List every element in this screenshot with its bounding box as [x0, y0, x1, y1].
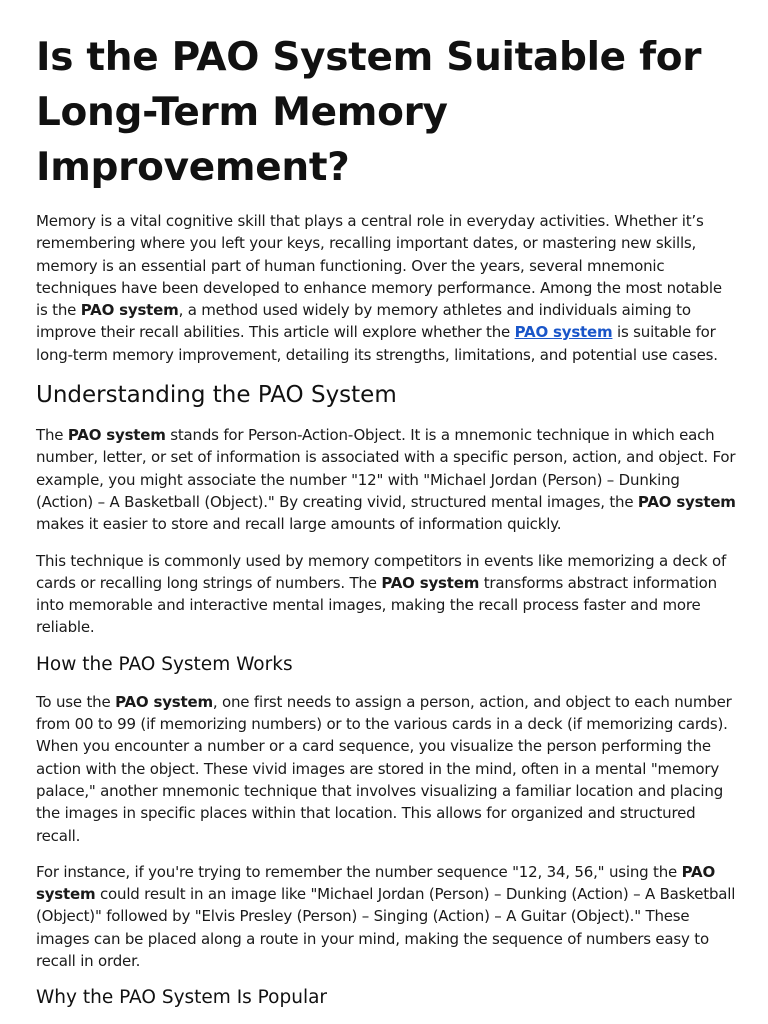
understanding-paragraph-2 [36, 550, 736, 639]
text: The [36, 426, 68, 445]
text: For instance, if you're trying to remember the number sequence "12, 34, 56," using the [36, 862, 682, 881]
intro-bold-pao: PAO system [80, 301, 179, 320]
page-title: Is the PAO System Suitable for Long-Term Memory Improvement? [36, 35, 702, 190]
article [36, 30, 736, 1024]
how-it-works-paragraph-2 [36, 861, 736, 972]
intro-text-3: is suitable for long-term memory improvement, detailing its strengths, limitations, and potential use cases. [36, 323, 718, 364]
how-it-works-paragraph-1 [36, 691, 736, 847]
text: , one first needs to assign a person, action, and object to each number from 00 to 99 (if memorizing numbers) or to the various cards in a deck (if memorizing cards). When you encounter a number or a card sequence, you visualize the person performing the action with the object. These vivid images are stored in the mind, often in a mental "memory palace," another mnemonic technique that involves visualizing a familiar location and placing the images in specific places within that location. This allows for organized and structured recall. [36, 692, 732, 845]
section-heading-how-it-works: How the PAO System Works [36, 653, 293, 675]
text: stands for Person-Action-Object. It is a mnemonic technique in which each number, letter, or set of information is associated with a specific person, action, and object. For example, you might associate the number "12" with "Michael Jordan (Person) – Dunking (Action) – A Basketball (Object)." By creating vivid, structured mental images, the [36, 426, 736, 511]
text: To use the [36, 692, 116, 711]
intro-text-2: , a method used widely by memory athletes and individuals aiming to improve their recall abilities. This article will explore whether the [36, 301, 691, 342]
intro-paragraph [36, 210, 736, 366]
pao-system-link[interactable]: PAO system [514, 323, 613, 342]
bold-pao: PAO system [67, 426, 166, 445]
intro-text-1: Memory is a vital cognitive skill that plays a central role in everyday activities. Whether it’s remembering where you left your keys, recalling important dates, or mastering new skills, memory is an essential part of human functioning. Over the years, several mnemonic techniques have been developed to enhance memory performance. Among the most notable is the [36, 212, 722, 320]
bold-pao: PAO system [36, 862, 716, 904]
text: could result in an image like "Michael Jordan (Person) – Dunking (Action) – A Basketball (Object)" followed by "Elvis Presley (Person) – Singing (Action) – A Guitar (Object)." These images can be placed along a route in your mind, making the sequence of numbers easy to recall in order. [36, 885, 736, 971]
understanding-paragraph-1 [36, 424, 736, 535]
bold-pao: PAO system [637, 492, 736, 511]
section-heading-understanding: Understanding the PAO System [36, 382, 397, 409]
text: makes it easier to store and recall large amounts of information quickly. [36, 515, 562, 534]
section-heading-popular: Why the PAO System Is Popular [36, 987, 328, 1009]
text: transforms abstract information into memorable and interactive mental images, making the recall process faster and more reliable. [36, 573, 717, 637]
bold-pao: PAO system [381, 573, 480, 592]
text: This technique is commonly used by memory competitors in events like memorizing a deck of cards or recalling long strings of numbers. The [36, 551, 727, 592]
bold-pao: PAO system [115, 692, 213, 711]
